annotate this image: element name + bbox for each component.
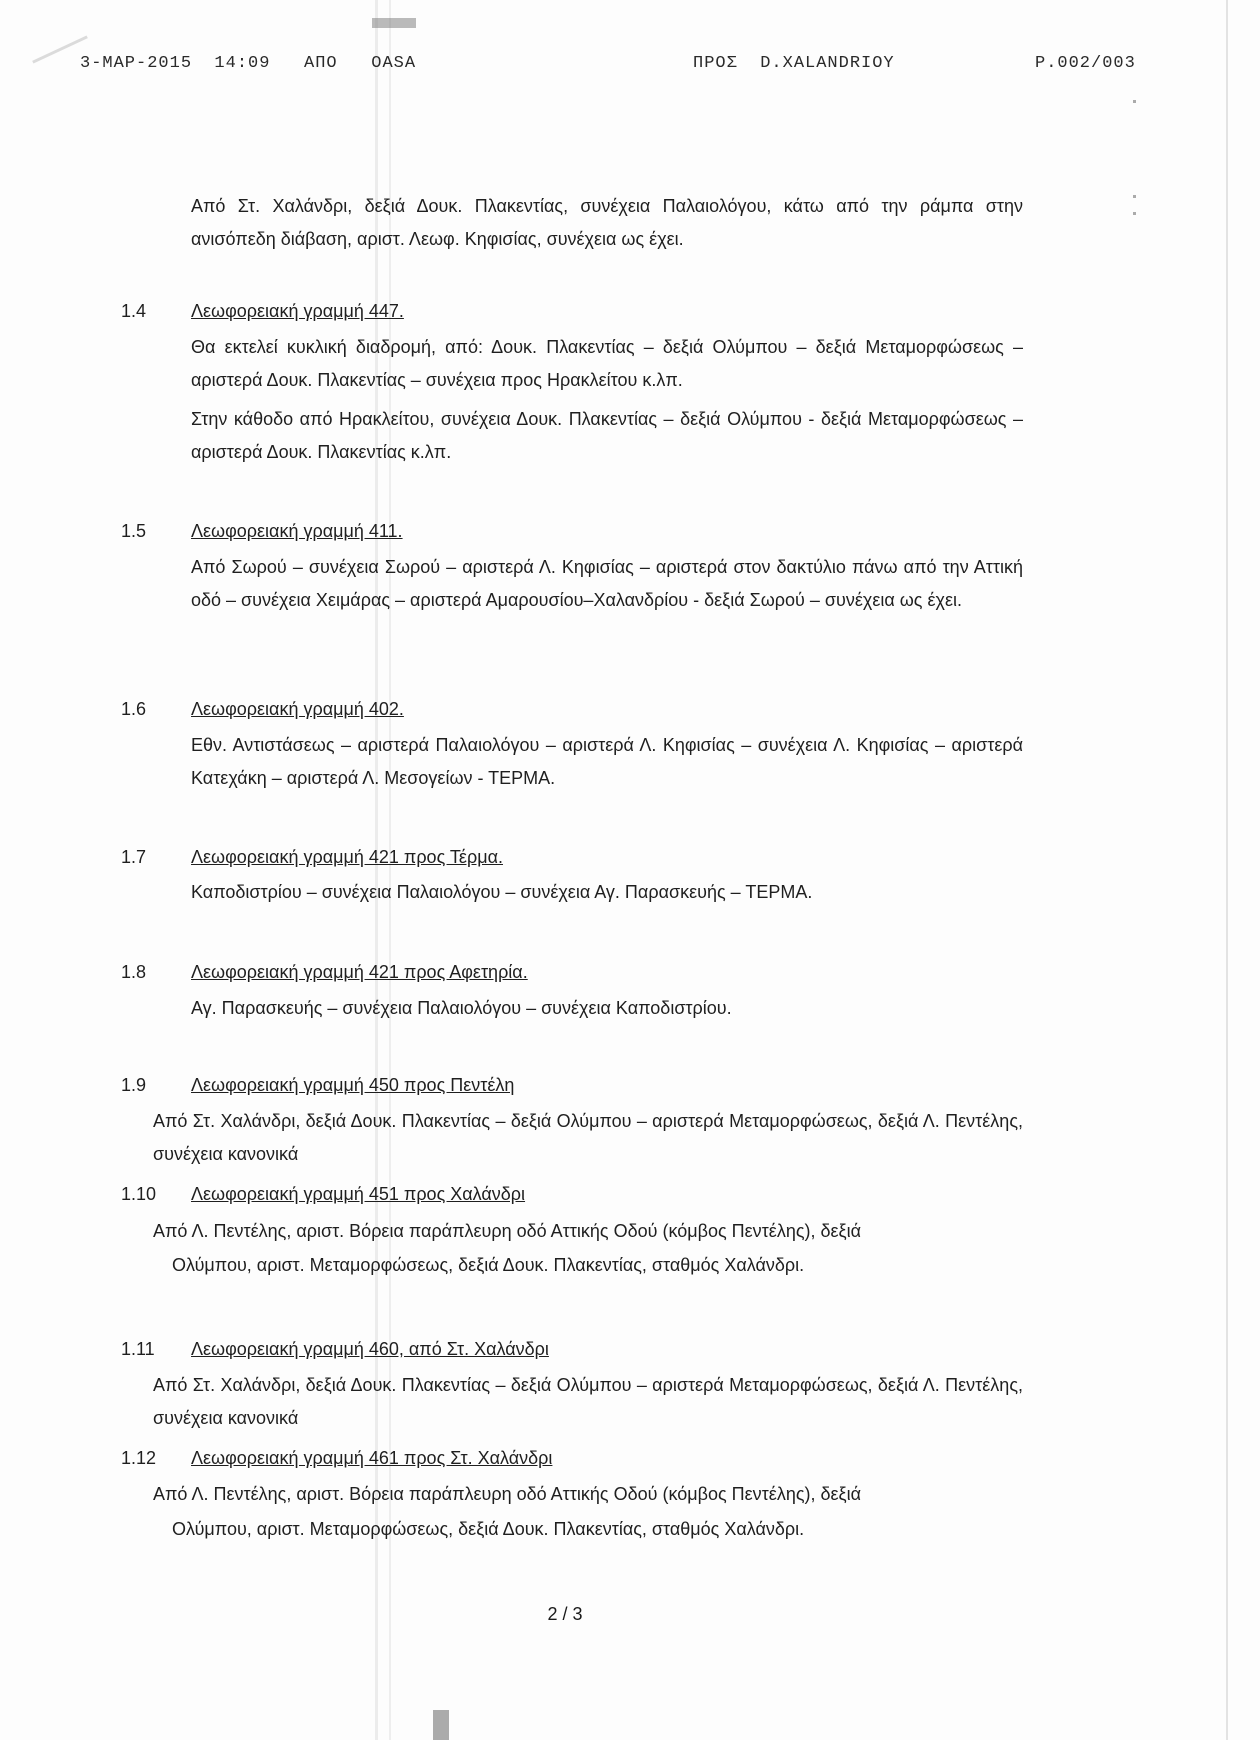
fax-header-page: P.002/003 xyxy=(1035,54,1136,73)
section-paragraph: Από Στ. Χαλάνδρι, δεξιά Δουκ. Πλακεντίας – δεξιά Ολύμπου – αριστερά Μεταμορφώσεως, δεξιά Λ. Πεντέλης, συνέχεια κανονικά xyxy=(153,1111,1023,1164)
section-number: 1.7 xyxy=(121,847,147,867)
section-number: 1.6 xyxy=(121,699,147,719)
section-paragraph: Από Λ. Πεντέλης, αριστ. Βόρεια παράπλευρη οδό Αττικής Οδού (κόμβος Πεντέλης), δεξιά xyxy=(153,1221,862,1241)
section-paragraph: Από Στ. Χαλάνδρι, δεξιά Δουκ. Πλακεντίας – δεξιά Ολύμπου – αριστερά Μεταμορφώσεως, δεξιά Λ. Πεντέλης, συνέχεια κανονικά xyxy=(153,1375,1023,1428)
section-paragraph: Αγ. Παρασκευής – συνέχεια Παλαιολόγου – συνέχεια Καποδιστρίου. xyxy=(191,998,732,1018)
section-heading: Λεωφορειακή γραμμή 461 προς Στ. Χαλάνδρι xyxy=(191,1448,553,1468)
section-number: 1.12 xyxy=(121,1448,157,1468)
section-number: 1.9 xyxy=(121,1075,147,1095)
section-number: 1.10 xyxy=(121,1184,157,1204)
section-heading: Λεωφορειακή γραμμή 402. xyxy=(191,699,404,719)
intro-paragraph: Από Στ. Χαλάνδρι, δεξιά Δουκ. Πλακεντίας, συνέχεια Παλαιολόγου, κάτω από την ράμπα στην ανισόπεδη διάβαση, αριστ. Λεωφ. Κηφισίας, συνέχεια ως έχει. xyxy=(191,196,1023,249)
scan-dot xyxy=(1133,195,1136,198)
section-paragraph: Ολύμπου, αριστ. Μεταμορφώσεως, δεξιά Δουκ. Πλακεντίας, σταθμός Χαλάνδρι. xyxy=(172,1519,805,1539)
section-number: 1.5 xyxy=(121,521,147,541)
fax-header-recipient: ΠPOΣ D.XALANDRIOY xyxy=(693,54,895,73)
section-heading: Λεωφορειακή γραμμή 447. xyxy=(191,301,404,321)
scan-mark-top xyxy=(372,18,416,28)
section-paragraph: Από Σωρού – συνέχεια Σωρού – αριστερά Λ. Κηφισίας – αριστερά στον δακτύλιο πάνω από την Αττική οδό – συνέχεια Χειμάρας – αριστερά Αμαρουσίου–Χαλανδρίου - δεξιά Σωρού – συνέχεια ως έχει. xyxy=(191,557,1023,610)
section-number: 1.11 xyxy=(121,1339,155,1359)
scan-mark-bottom xyxy=(433,1710,449,1740)
section-heading: Λεωφορειακή γραμμή 421 προς Αφετηρία. xyxy=(191,962,528,982)
section-paragraph: Στην κάθοδο από Ηρακλείτου, συνέχεια Δουκ. Πλακεντίας – δεξιά Ολύμπου - δεξιά Μεταμορφώσεως – αριστερά Δουκ. Πλακεντίας κ.λπ. xyxy=(191,409,1023,462)
section-paragraph: Από Λ. Πεντέλης, αριστ. Βόρεια παράπλευρη οδό Αττικής Οδού (κόμβος Πεντέλης), δεξιά xyxy=(153,1484,862,1504)
scan-dot xyxy=(1133,100,1136,103)
section-paragraph: Θα εκτελεί κυκλική διαδρομή, από: Δουκ. Πλακεντίας – δεξιά Ολύμπου – δεξιά Μεταμορφώσεως – αριστερά Δουκ. Πλακεντίας – συνέχεια προς Ηρακλείτου κ.λπ. xyxy=(191,337,1023,390)
fax-header-sender: 3-MAP-2015 14:09 AΠO OASA xyxy=(80,54,417,73)
section-heading: Λεωφορειακή γραμμή 411. xyxy=(191,521,403,541)
section-number: 1.8 xyxy=(121,962,147,982)
section-heading: Λεωφορειακή γραμμή 421 προς Τέρμα. xyxy=(191,847,503,867)
section-heading: Λεωφορειακή γραμμή 451 προς Χαλάνδρι xyxy=(191,1184,526,1204)
section-paragraph: Εθν. Αντιστάσεως – αριστερά Παλαιολόγου – αριστερά Λ. Κηφισίας – συνέχεια Λ. Κηφισίας – αριστερά Κατεχάκη – αριστερά Λ. Μεσογείων - ΤΕΡΜΑ. xyxy=(191,735,1023,788)
page-number: 2 / 3 xyxy=(547,1604,583,1624)
section-number: 1.4 xyxy=(121,301,147,321)
scan-edge xyxy=(1226,0,1228,1740)
scan-dot xyxy=(1133,212,1136,215)
section-paragraph: Καποδιστρίου – συνέχεια Παλαιολόγου – συνέχεια Αγ. Παρασκευής – ΤΕΡΜΑ. xyxy=(191,882,813,902)
section-heading: Λεωφορειακή γραμμή 450 προς Πεντέλη xyxy=(191,1075,515,1095)
section-paragraph: Ολύμπου, αριστ. Μεταμορφώσεως, δεξιά Δουκ. Πλακεντίας, σταθμός Χαλάνδρι. xyxy=(172,1255,805,1275)
section-heading: Λεωφορειακή γραμμή 460, από Στ. Χαλάνδρι xyxy=(191,1339,549,1359)
